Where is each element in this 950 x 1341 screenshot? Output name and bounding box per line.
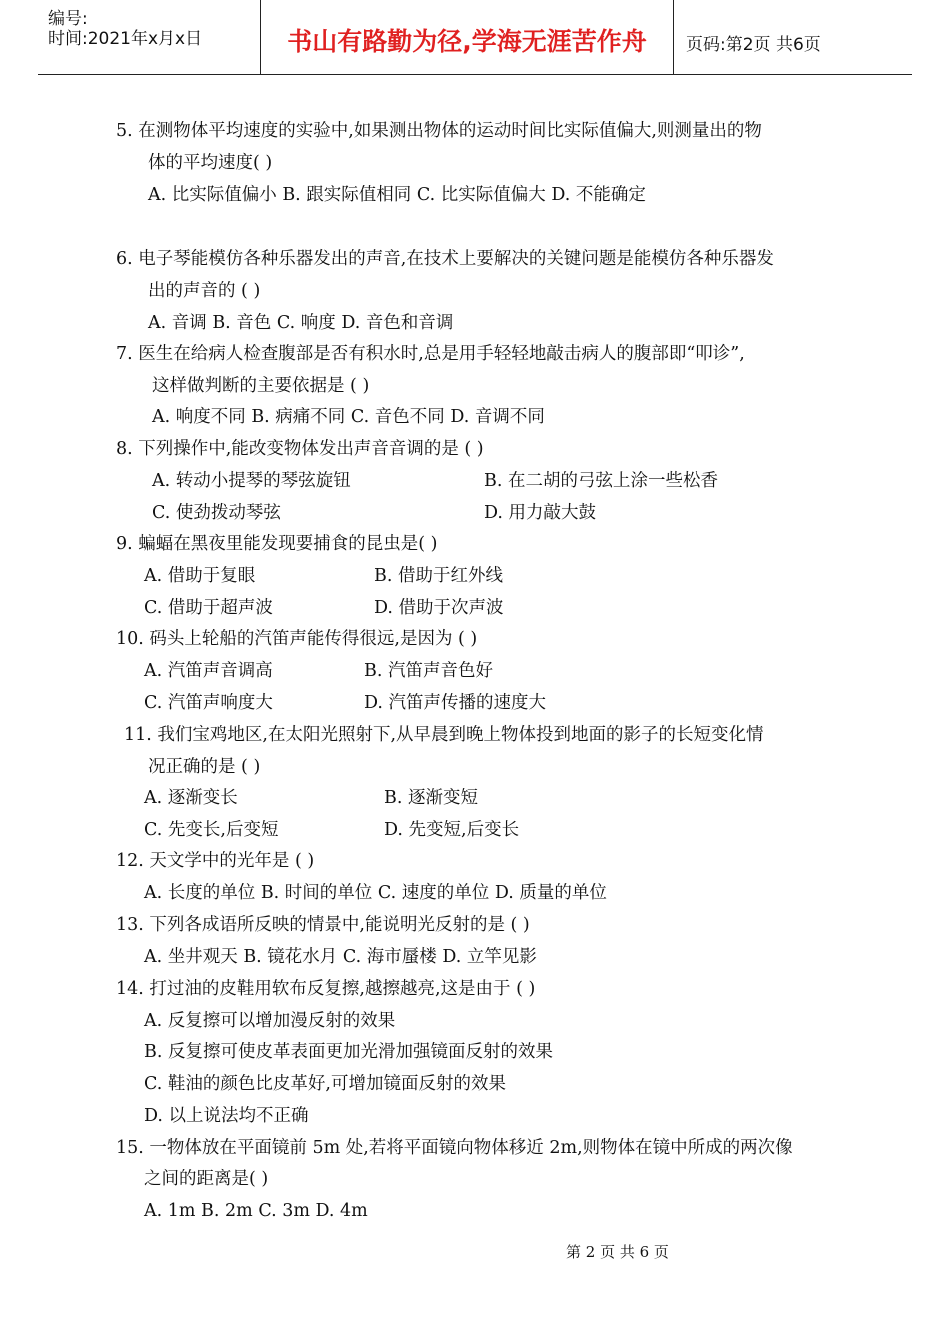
q6-options: A. 音调 B. 音色 C. 响度 D. 音色和音调 [148, 313, 454, 333]
q9-stem: 9. 蝙蝠在黑夜里能发现要捕食的昆虫是( ) [116, 534, 438, 554]
q10-option-b: B. 汽笛声音色好 [364, 661, 493, 681]
page-footer: 第 2 页 共 6 页 [566, 1243, 669, 1261]
q11-stem: 11. 我们宝鸡地区,在太阳光照射下,从早晨到晚上物体投到地面的影子的长短变化情 [124, 725, 764, 745]
q9-option-b: B. 借助于红外线 [374, 566, 503, 586]
q8-option-b: B. 在二胡的弓弦上涂一些松香 [484, 471, 718, 491]
q7-options: A. 响度不同 B. 病痛不同 C. 音色不同 D. 音调不同 [152, 407, 545, 427]
q5-stem-cont: 体的平均速度( ) [148, 153, 273, 173]
q11-option-a: A. 逐渐变长 [144, 788, 238, 808]
q15-options: A. 1m B. 2m C. 3m D. 4m [144, 1201, 368, 1221]
q10-stem: 10. 码头上轮船的汽笛声能传得很远,是因为 ( ) [116, 629, 478, 649]
q13-stem: 13. 下列各成语所反映的情景中,能说明光反射的是 ( ) [116, 915, 530, 935]
motto: 书山有路勤为径,学海无涯苦作舟 [287, 27, 647, 56]
q11-stem-cont: 况正确的是 ( ) [148, 757, 261, 777]
date-label: 时间:2021年x月x日 [48, 29, 203, 49]
q13-options: A. 坐井观天 B. 镜花水月 C. 海市蜃楼 D. 立竿见影 [144, 947, 537, 967]
q15-stem: 15. 一物体放在平面镜前 5m 处,若将平面镜向物体移近 2m,则物体在镜中所成的两次像 [116, 1138, 793, 1158]
q5-options: A. 比实际值偏小 B. 跟实际值相同 C. 比实际值偏大 D. 不能确定 [148, 185, 646, 205]
q11-option-b: B. 逐渐变短 [384, 788, 478, 808]
header-page-cell [674, 0, 912, 74]
q15-stem-cont: 之间的距离是( ) [144, 1169, 269, 1189]
q11-option-d: D. 先变短,后变长 [384, 820, 520, 840]
q11-option-c: C. 先变长,后变短 [144, 820, 279, 840]
q14-option-a: A. 反复擦可以增加漫反射的效果 [144, 1011, 396, 1031]
q12-options: A. 长度的单位 B. 时间的单位 C. 速度的单位 D. 质量的单位 [144, 883, 607, 903]
q14-option-c: C. 鞋油的颜色比皮革好,可增加镜面反射的效果 [144, 1074, 506, 1094]
page-code: 页码:第2页 共6页 [686, 35, 821, 55]
q14-option-d: D. 以上说法均不正确 [144, 1106, 309, 1126]
q6-stem: 6. 电子琴能模仿各种乐器发出的声音,在技术上要解决的关键问题是能模仿各种乐器发 [116, 249, 774, 269]
q12-stem: 12. 天文学中的光年是 ( ) [116, 851, 315, 871]
q9-option-c: C. 借助于超声波 [144, 598, 273, 618]
q7-stem-cont: 这样做判断的主要依据是 ( ) [152, 376, 370, 396]
page-header [38, 0, 912, 75]
header-motto-cell [261, 0, 674, 74]
q8-option-c: C. 使劲拨动琴弦 [152, 503, 281, 523]
q9-option-d: D. 借助于次声波 [374, 598, 504, 618]
q5-stem: 5. 在测物体平均速度的实验中,如果测出物体的运动时间比实际值偏大,则测量出的物 [116, 121, 762, 141]
q7-stem: 7. 医生在给病人检查腹部是否有积水时,总是用手轻轻地敲击病人的腹部即“叩诊”, [116, 344, 745, 364]
q14-option-b: B. 反复擦可使皮革表面更加光滑加强镜面反射的效果 [144, 1042, 553, 1062]
q10-option-c: C. 汽笛声响度大 [144, 693, 273, 713]
q8-option-a: A. 转动小提琴的琴弦旋钮 [152, 471, 351, 491]
header-meta-cell [38, 0, 261, 74]
q8-stem: 8. 下列操作中,能改变物体发出声音音调的是 ( ) [116, 439, 484, 459]
q6-stem-cont: 出的声音的 ( ) [148, 281, 261, 301]
q10-option-d: D. 汽笛声传播的速度大 [364, 693, 547, 713]
number-label: 编号: [48, 9, 88, 29]
q9-option-a: A. 借助于复眼 [144, 566, 256, 586]
q10-option-a: A. 汽笛声音调高 [144, 661, 273, 681]
q14-stem: 14. 打过油的皮鞋用软布反复擦,越擦越亮,这是由于 ( ) [116, 979, 536, 999]
q8-option-d: D. 用力敲大鼓 [484, 503, 597, 523]
